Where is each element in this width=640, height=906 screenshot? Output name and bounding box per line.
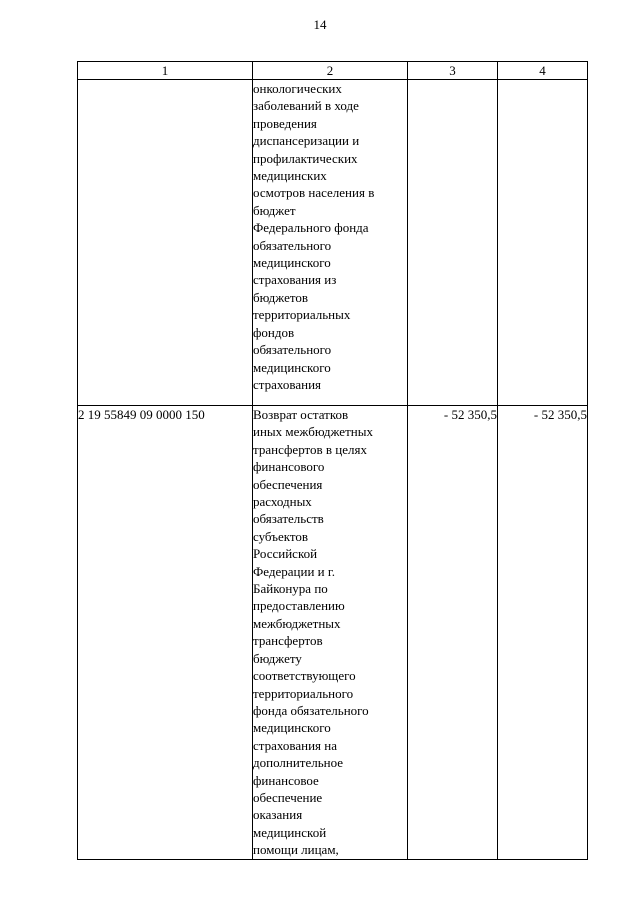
- name-line: Возврат остатков: [253, 407, 349, 422]
- table-header-row: [78, 62, 588, 80]
- name-line: соответствующего: [253, 668, 356, 684]
- name-line: обязательств: [253, 511, 324, 527]
- name-line: онкологических: [253, 81, 342, 96]
- name-line: Федерации и г.: [253, 563, 335, 579]
- column-header-4: 4: [498, 62, 588, 80]
- name-line: медицинского: [253, 255, 331, 271]
- budget-table: [77, 61, 588, 860]
- name-line: медицинского: [253, 359, 331, 375]
- name-line: трансфертов в целях: [253, 441, 367, 457]
- name-line: межбюджетных: [253, 615, 341, 631]
- name-line: заболеваний в ходе: [253, 98, 359, 114]
- column-header-1: 1: [78, 62, 253, 80]
- name-line: иных межбюджетных: [253, 424, 373, 440]
- name-line: медицинской: [253, 824, 327, 840]
- name-line: бюджетов: [253, 289, 309, 305]
- name-line: Федерального фонда: [253, 220, 369, 236]
- code-cell: 2 19 55849 09 0000 150: [78, 406, 253, 860]
- name-line: обязательного: [253, 237, 332, 253]
- value-cell-3: - 52 350,5: [408, 406, 498, 860]
- table-row: [78, 406, 588, 860]
- name-line: дополнительное: [253, 755, 344, 771]
- name-cell: [253, 406, 408, 860]
- name-line: территориального: [253, 685, 354, 701]
- name-line: диспансеризации и: [253, 133, 360, 149]
- column-header-2: 2: [253, 62, 408, 80]
- name-line: предоставлению: [253, 598, 345, 614]
- name-line: трансфертов: [253, 633, 323, 649]
- name-line: расходных: [253, 494, 312, 510]
- page-number: 14: [313, 17, 327, 32]
- name-line: помощи лицам,: [253, 842, 339, 858]
- name-line: медицинского: [253, 720, 331, 736]
- table-row: [78, 80, 588, 406]
- name-line: страхования: [253, 376, 322, 392]
- name-line: финансовое: [253, 772, 319, 788]
- name-line: бюджет: [253, 202, 296, 218]
- name-line: осмотров населения в: [253, 185, 375, 201]
- name-line: обеспечения: [253, 476, 323, 492]
- name-line: медицинских: [253, 168, 327, 184]
- name-line: обеспечение: [253, 789, 323, 805]
- name-line: субъектов: [253, 528, 309, 544]
- value-cell-4: - 52 350,5: [498, 406, 588, 860]
- name-line: обязательного: [253, 342, 332, 358]
- name-line: профилактических: [253, 150, 358, 166]
- name-line: территориальных: [253, 307, 351, 323]
- column-header-3: 3: [408, 62, 498, 80]
- name-line: страхования из: [253, 272, 337, 288]
- name-line: бюджету: [253, 650, 302, 666]
- name-line: Байконура по: [253, 581, 328, 597]
- value-cell-4: [498, 80, 588, 406]
- name-line: оказания: [253, 807, 303, 823]
- name-line: финансового: [253, 459, 325, 475]
- name-line: фондов: [253, 324, 295, 340]
- name-line: фонда обязательного: [253, 702, 369, 718]
- name-line: страхования на: [253, 737, 337, 753]
- name-line: Российской: [253, 546, 318, 562]
- name-cell: [253, 80, 408, 406]
- value-cell-3: [408, 80, 498, 406]
- code-cell: [78, 80, 253, 406]
- name-line: проведения: [253, 115, 317, 131]
